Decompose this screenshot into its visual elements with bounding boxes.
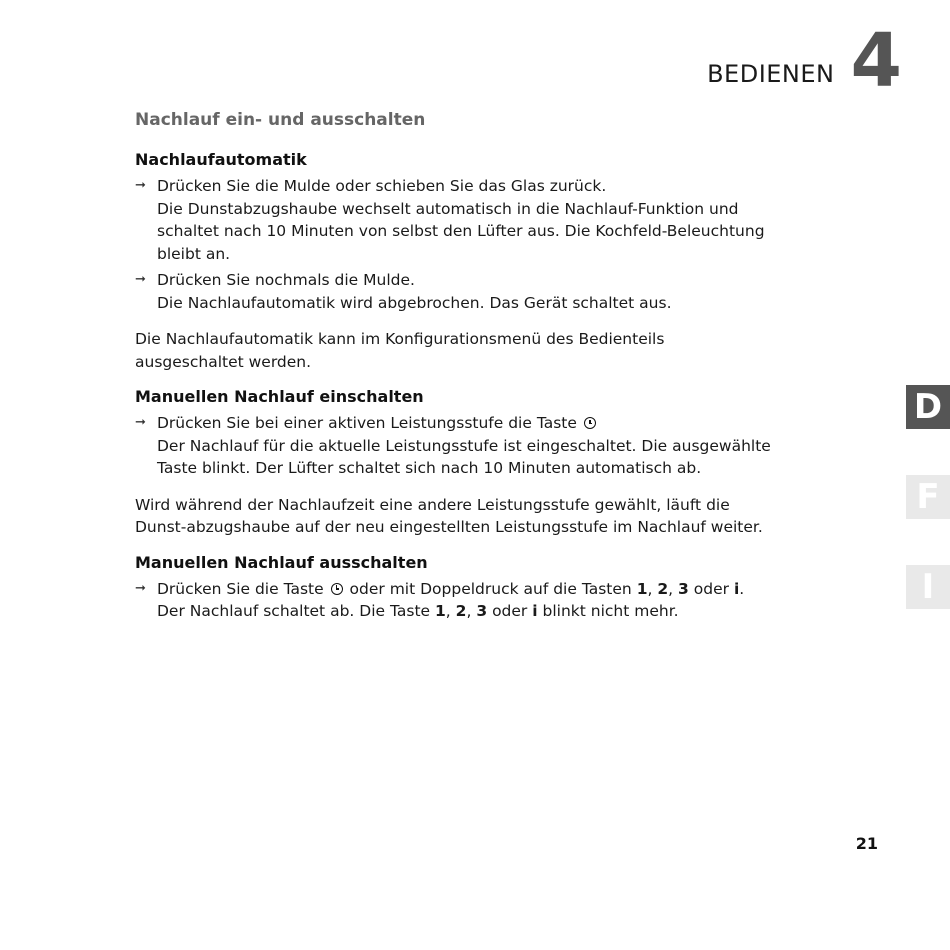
step-text: Drücken Sie nochmals die Mulde.	[157, 271, 415, 289]
section-manuell-ein	[135, 387, 775, 539]
step-item	[135, 269, 775, 314]
step-text-part: Drücken Sie die Taste	[157, 579, 324, 598]
section-manuell-aus	[135, 553, 775, 623]
arrow-icon: ➞	[135, 178, 146, 193]
separator: ,	[647, 579, 653, 598]
conjunction: oder	[492, 602, 528, 620]
subheading-manuell-ein: Manuellen Nachlauf einschalten	[135, 387, 424, 406]
conjunction: oder	[693, 579, 729, 598]
step-item	[135, 175, 775, 265]
key-3: 3	[678, 579, 689, 598]
language-tab-i[interactable]: I	[906, 565, 950, 609]
step-text: Drücken Sie die Mulde oder schieben Sie das Glas zurück.	[157, 177, 607, 195]
step-item	[135, 412, 775, 480]
arrow-icon: ➞	[135, 272, 146, 287]
sentence-end: .	[739, 579, 745, 598]
subheading-nachlaufautomatik: Nachlaufautomatik	[135, 150, 307, 169]
language-tab-d[interactable]: D	[906, 385, 950, 429]
separator: ,	[466, 602, 472, 620]
separator: ,	[668, 579, 674, 598]
step-text-part: oder mit Doppeldruck auf die Tasten	[349, 579, 632, 598]
chapter-number: 4	[850, 18, 902, 104]
section-nachlaufautomatik	[135, 150, 775, 373]
step-result: Die Dunstabzugshaube wechselt automatisch in die Nachlauf-Funktion und schaltet nach 10 Minuten von selbst den Lüfter aus. Die Kochfeld-Beleuchtung bleibt an.	[157, 199, 765, 263]
key-2: 2	[657, 579, 669, 598]
step-result: Die Nachlaufautomatik wird abgebrochen. Das Gerät schaltet aus.	[157, 293, 672, 312]
key-1: 1	[435, 602, 446, 620]
step-result: Der Nachlauf für die aktuelle Leistungsstufe ist eingeschaltet. Die ausgewählte Taste blinkt. Der Lüfter schaltet sich nach 10 Minuten automatisch ab.	[157, 436, 771, 477]
key-i: i	[733, 579, 740, 598]
key-2: 2	[455, 602, 467, 620]
key-3: 3	[476, 602, 488, 620]
arrow-icon: ➞	[135, 580, 146, 596]
subheading-manuell-aus: Manuellen Nachlauf ausschalten	[135, 552, 428, 572]
key-1: 1	[636, 579, 648, 598]
step-result	[157, 600, 775, 623]
clock-icon	[584, 417, 596, 429]
clock-icon	[331, 583, 343, 595]
note-paragraph: Die Nachlaufautomatik kann im Konfigurationsmenü des Bedienteils ausgeschaltet werden.	[135, 330, 665, 371]
step-item	[135, 578, 775, 623]
note-paragraph: Wird während der Nachlaufzeit eine andere Leistungsstufe gewählt, läuft die Dunst-abzugshaube auf der neu eingestellten Leistungsstufe im Nachlauf weiter.	[135, 495, 763, 536]
step-text	[157, 412, 775, 435]
page-number: 21	[855, 834, 878, 853]
chapter-title: BEDIENEN	[707, 60, 835, 88]
step-text-part: Der Nachlauf schaltet ab. Die Taste	[157, 602, 431, 620]
section-title: Nachlauf ein- und ausschalten	[135, 110, 426, 130]
step-text-part: Drücken Sie bei einer aktiven Leistungsstufe die Taste	[157, 414, 577, 432]
arrow-icon: ➞	[135, 415, 146, 430]
page-content	[135, 106, 775, 637]
separator: ,	[445, 602, 451, 620]
key-i: i	[532, 602, 538, 620]
language-tab-f[interactable]: F	[906, 475, 950, 519]
step-text	[157, 578, 775, 601]
chapter-header	[707, 18, 902, 104]
step-text-part: blinkt nicht mehr.	[542, 602, 679, 620]
